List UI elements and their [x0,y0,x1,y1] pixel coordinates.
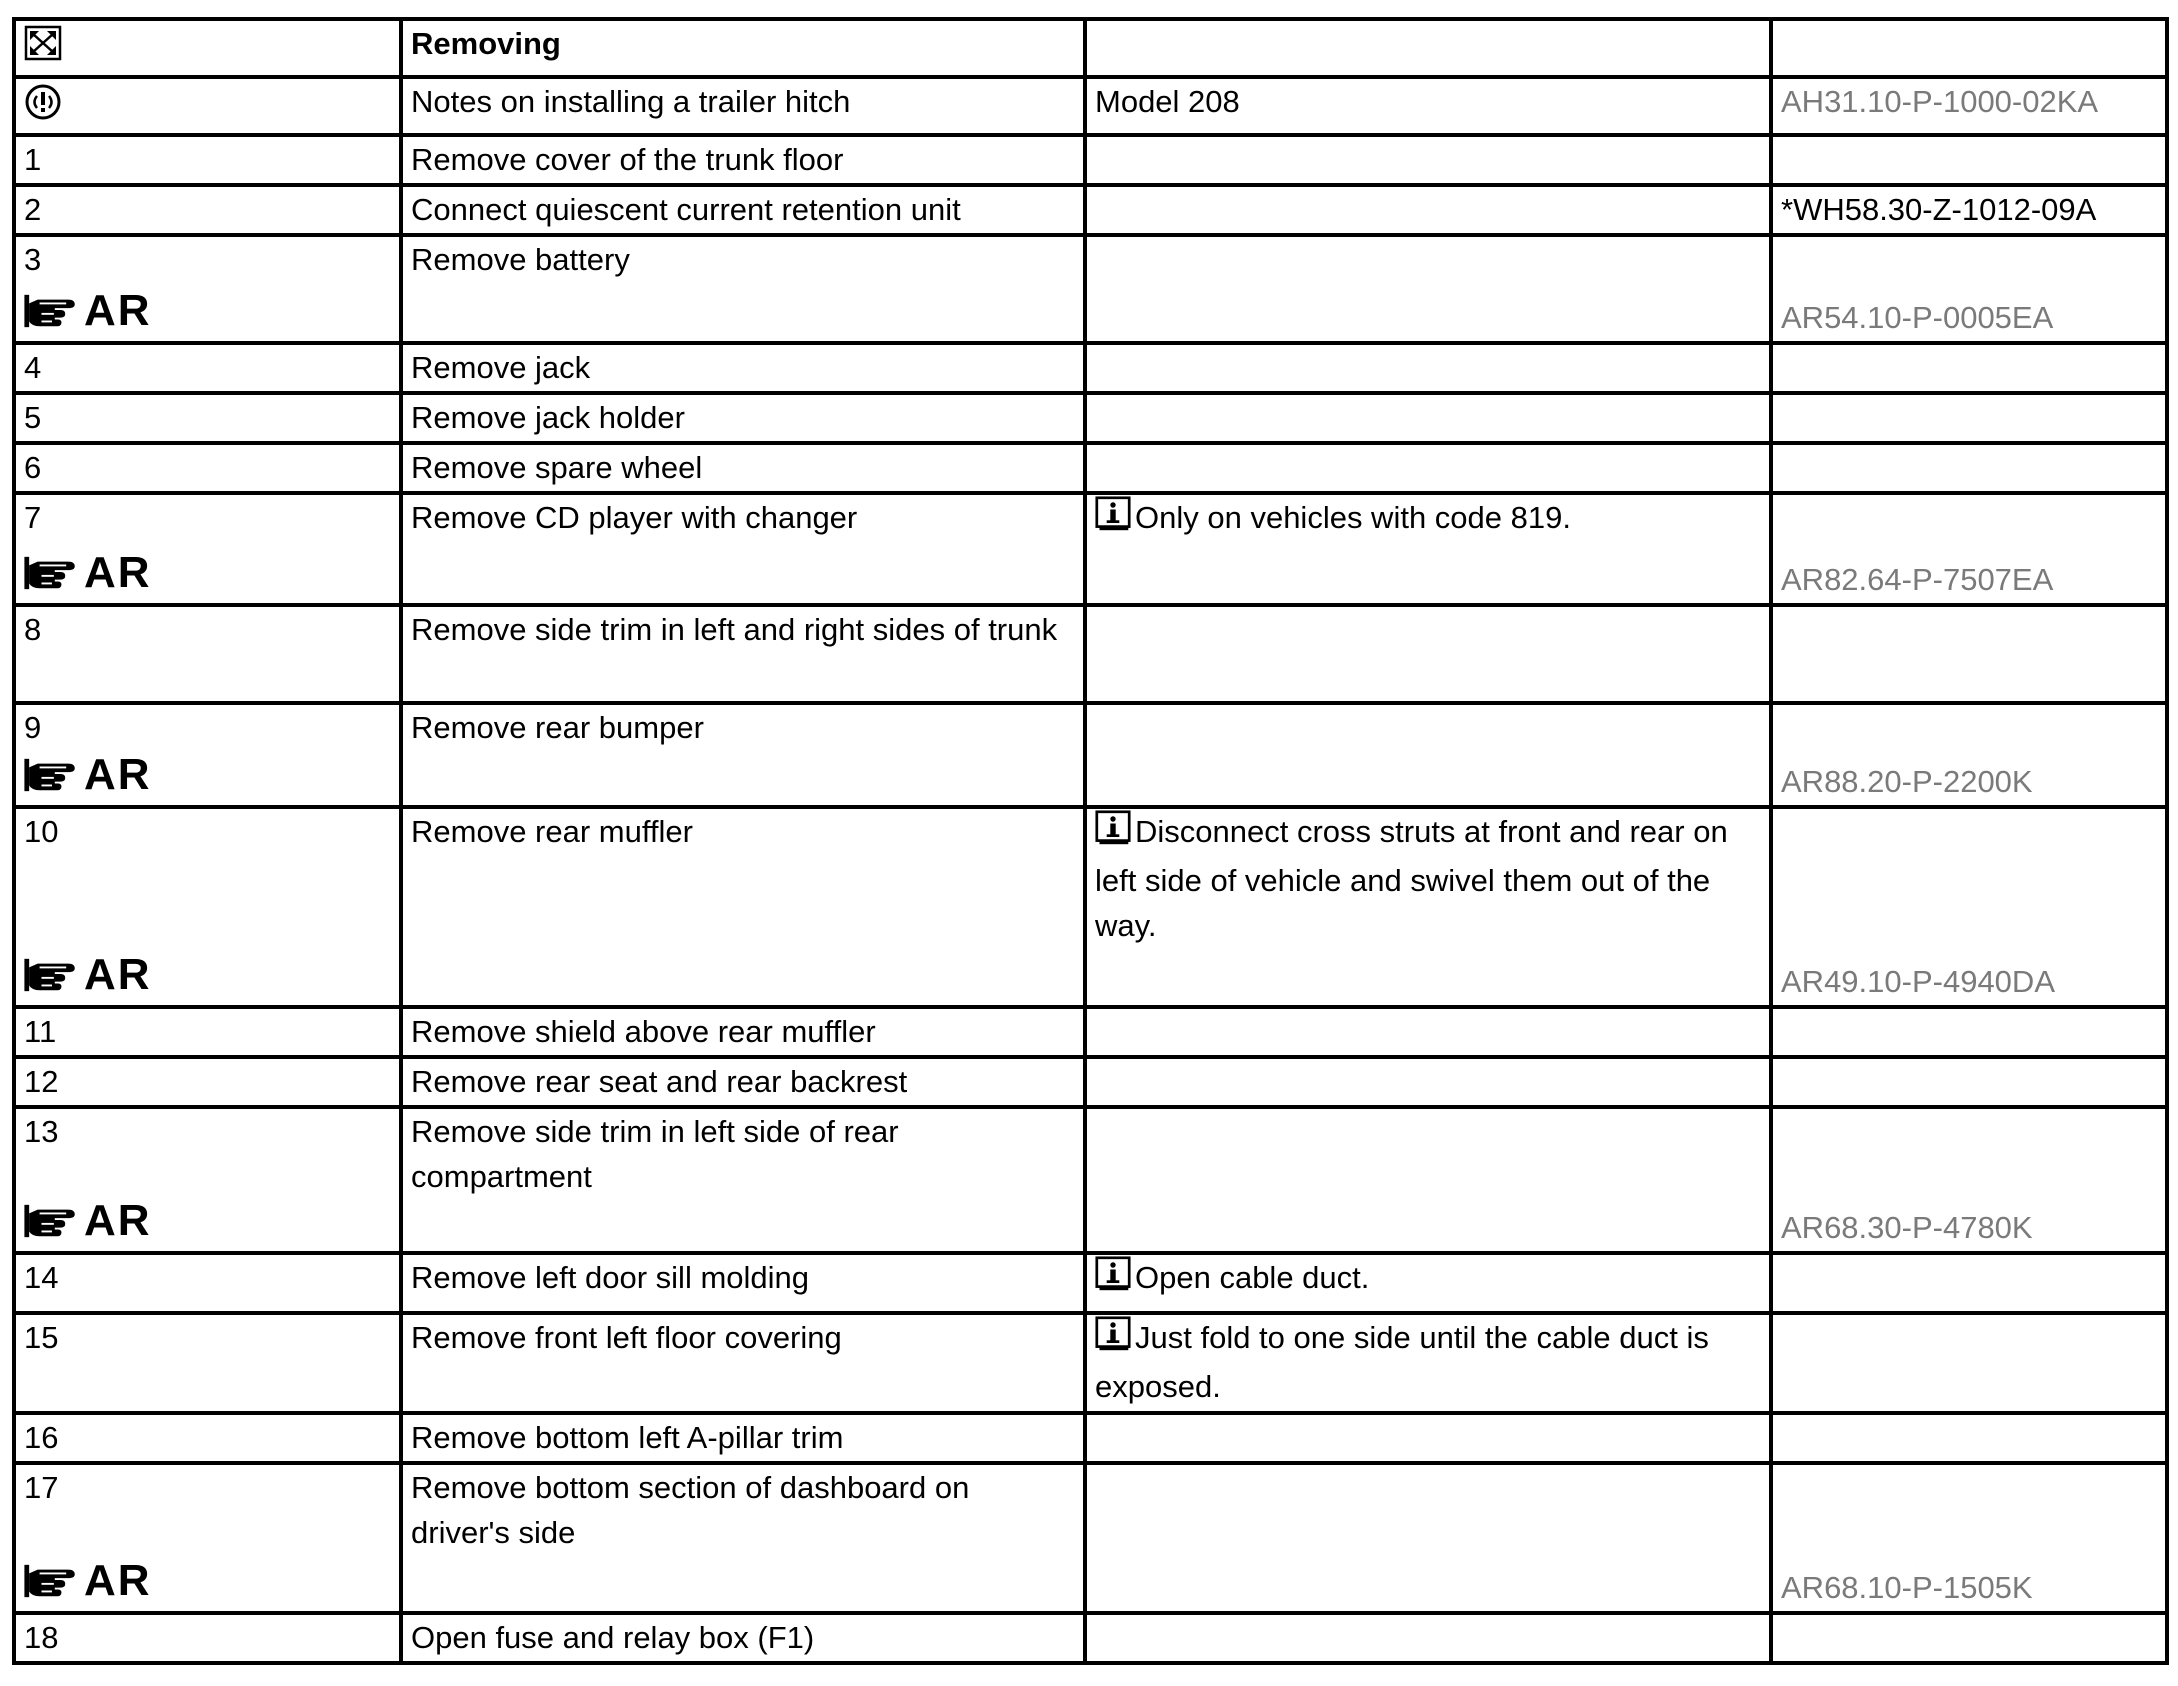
pointing-hand-icon [22,1562,80,1600]
step-number-cell [14,443,401,493]
notes-link[interactable]: Notes on installing a trailer hitch [401,77,1085,135]
step-note-cell [1085,1057,1771,1107]
header-icon-cell [14,19,401,77]
step-number-cell [14,1057,401,1107]
step-row [14,1413,2167,1463]
step-note-cell [1085,1007,1771,1057]
step-instruction: Remove left door sill molding [401,1253,1085,1313]
step-number-cell [14,605,401,703]
step-instruction: Remove CD player with changer [401,493,1085,605]
step-note-cell [1085,443,1771,493]
step-number: 12 [24,1064,59,1099]
step-number: 7 [24,500,42,535]
step-instruction: Connect quiescent current retention unit [401,185,1085,235]
step-number: 1 [24,142,42,177]
step-instruction: Remove front left floor covering [401,1313,1085,1413]
ar-label: AR [84,548,152,597]
step-note-cell [1085,1613,1771,1663]
ar-reference[interactable] [22,286,152,335]
step-row [14,1613,2167,1663]
step-doc-code-cell [1771,185,2167,235]
header-row [14,19,2167,77]
ar-label: AR [84,286,152,335]
step-number: 11 [24,1014,57,1049]
step-number-cell [14,1253,401,1313]
step-instruction: Remove cover of the trunk floor [401,135,1085,185]
step-row [14,1463,2167,1613]
step-number: 13 [24,1114,59,1149]
procedure-sheet [12,17,2165,1665]
step-doc-code-cell [1771,1057,2167,1107]
step-instruction: Remove rear muffler [401,807,1085,1007]
note-text: Just fold to one side until the cable duct is exposed. [1095,1320,1709,1404]
step-note-cell [1085,807,1771,1007]
ar-reference[interactable] [22,1556,152,1605]
step-number: 8 [24,612,42,647]
note-text: Only on vehicles with code 819. [1135,500,1571,535]
step-doc-code-cell [1771,1253,2167,1313]
step-doc-code-cell [1771,343,2167,393]
step-instruction: Remove bottom section of dashboard on driver's side [401,1463,1085,1613]
step-row [14,1313,2167,1413]
step-instruction: Remove jack holder [401,393,1085,443]
step-number-cell [14,1463,401,1613]
step-number-cell [14,135,401,185]
step-number: 4 [24,350,42,385]
step-doc-code-cell [1771,807,2167,1007]
ar-label: AR [84,750,152,799]
step-number: 6 [24,450,42,485]
step-note-cell [1085,393,1771,443]
step-doc-code-cell [1771,493,2167,605]
step-instruction: Remove rear bumper [401,703,1085,807]
step-note-cell [1085,1463,1771,1613]
step-number: 16 [24,1420,59,1455]
ar-reference[interactable] [22,950,152,999]
step-number-cell [14,1107,401,1253]
step-row [14,343,2167,393]
step-doc-code-cell [1771,1613,2167,1663]
step-instruction: Remove side trim in left and right sides of trunk [401,605,1085,703]
doc-code-link[interactable]: AR54.10-P-0005EA [1781,300,2054,335]
step-row [14,1253,2167,1313]
pointing-hand-icon [22,554,80,592]
step-instruction: Remove spare wheel [401,443,1085,493]
info-icon [1095,1256,1131,1304]
ar-label: AR [84,950,152,999]
doc-code-link[interactable]: AR49.10-P-4940DA [1781,964,2055,999]
step-number-cell [14,1413,401,1463]
section-title: Removing [401,19,1085,77]
step-number: 3 [24,242,42,277]
step-doc-code-cell [1771,135,2167,185]
step-number-cell [14,185,401,235]
step-number: 5 [24,400,42,435]
steps-body [14,135,2167,1663]
notes-doc-code[interactable] [1771,77,2167,135]
step-row [14,1007,2167,1057]
step-row [14,443,2167,493]
pointing-hand-icon [22,756,80,794]
doc-code-link[interactable]: AR82.64-P-7507EA [1781,562,2054,597]
pointing-hand-icon [22,292,80,330]
step-doc-code-cell [1771,393,2167,443]
caution-circle-icon [24,83,62,133]
note-text: Open cable duct. [1135,1260,1370,1295]
step-number: 15 [24,1320,59,1355]
step-number: 9 [24,710,42,745]
step-number: 2 [24,192,42,227]
step-row [14,185,2167,235]
ar-reference[interactable] [22,1196,152,1245]
expand-arrows-icon [24,25,62,73]
notes-row [14,77,2167,135]
ar-reference[interactable] [22,750,152,799]
step-number-cell [14,807,401,1007]
step-number-cell [14,1007,401,1057]
step-row [14,1107,2167,1253]
note-text: Disconnect cross struts at front and rear on left side of vehicle and swivel them out of the way. [1095,814,1728,943]
step-number-cell [14,1313,401,1413]
info-icon [1095,810,1131,858]
step-doc-code-cell [1771,1413,2167,1463]
step-number-cell [14,703,401,807]
step-note-cell [1085,343,1771,393]
step-row [14,235,2167,343]
step-instruction: Remove shield above rear muffler [401,1007,1085,1057]
step-doc-code-cell [1771,703,2167,807]
step-number: 10 [24,814,59,849]
step-instruction: Remove bottom left A-pillar trim [401,1413,1085,1463]
step-note-cell [1085,1413,1771,1463]
step-note-cell [1085,1313,1771,1413]
step-row [14,605,2167,703]
notes-icon-cell [14,77,401,135]
step-number: 17 [24,1470,59,1505]
step-note-cell [1085,185,1771,235]
step-doc-code-cell [1771,1463,2167,1613]
ar-reference[interactable] [22,548,152,597]
step-note-cell [1085,605,1771,703]
step-number-cell [14,393,401,443]
step-number: 18 [24,1620,59,1655]
procedure-table [12,17,2169,1665]
step-number-cell [14,343,401,393]
empty-cell [1771,19,2167,77]
step-row [14,703,2167,807]
pointing-hand-icon [22,1202,80,1240]
step-doc-code-cell [1771,235,2167,343]
step-doc-code-cell [1771,605,2167,703]
empty-cell [1085,19,1771,77]
step-instruction: Remove battery [401,235,1085,343]
step-doc-code-cell [1771,443,2167,493]
info-icon [1095,1316,1131,1364]
step-doc-code-cell [1771,1007,2167,1057]
step-number: 14 [24,1260,59,1295]
info-icon [1095,496,1131,544]
step-instruction: Remove rear seat and rear backrest [401,1057,1085,1107]
step-number-cell [14,493,401,605]
doc-code-link[interactable]: AH31.10-P-1000-02KA [1781,84,2099,119]
step-row [14,393,2167,443]
step-note-cell [1085,135,1771,185]
step-row [14,1057,2167,1107]
step-note-cell [1085,703,1771,807]
step-doc-code-cell [1771,1313,2167,1413]
notes-condition: Model 208 [1085,77,1771,135]
step-number-cell [14,1613,401,1663]
step-doc-code-cell [1771,1107,2167,1253]
ar-label: AR [84,1196,152,1245]
step-number-cell [14,235,401,343]
step-note-cell [1085,1107,1771,1253]
doc-code-link[interactable]: AR88.20-P-2200K [1781,764,2033,799]
ar-label: AR [84,1556,152,1605]
step-note-cell [1085,235,1771,343]
step-note-cell [1085,493,1771,605]
step-note-cell [1085,1253,1771,1313]
step-instruction: Remove jack [401,343,1085,393]
step-instruction: Open fuse and relay box (F1) [401,1613,1085,1663]
pointing-hand-icon [22,956,80,994]
step-row [14,807,2167,1007]
step-row [14,135,2167,185]
doc-code-link[interactable]: AR68.10-P-1505K [1781,1570,2033,1605]
step-instruction: Remove side trim in left side of rear compartment [401,1107,1085,1253]
doc-code-link[interactable]: *WH58.30-Z-1012-09A [1781,192,2097,227]
step-row [14,493,2167,605]
doc-code-link[interactable]: AR68.30-P-4780K [1781,1210,2033,1245]
